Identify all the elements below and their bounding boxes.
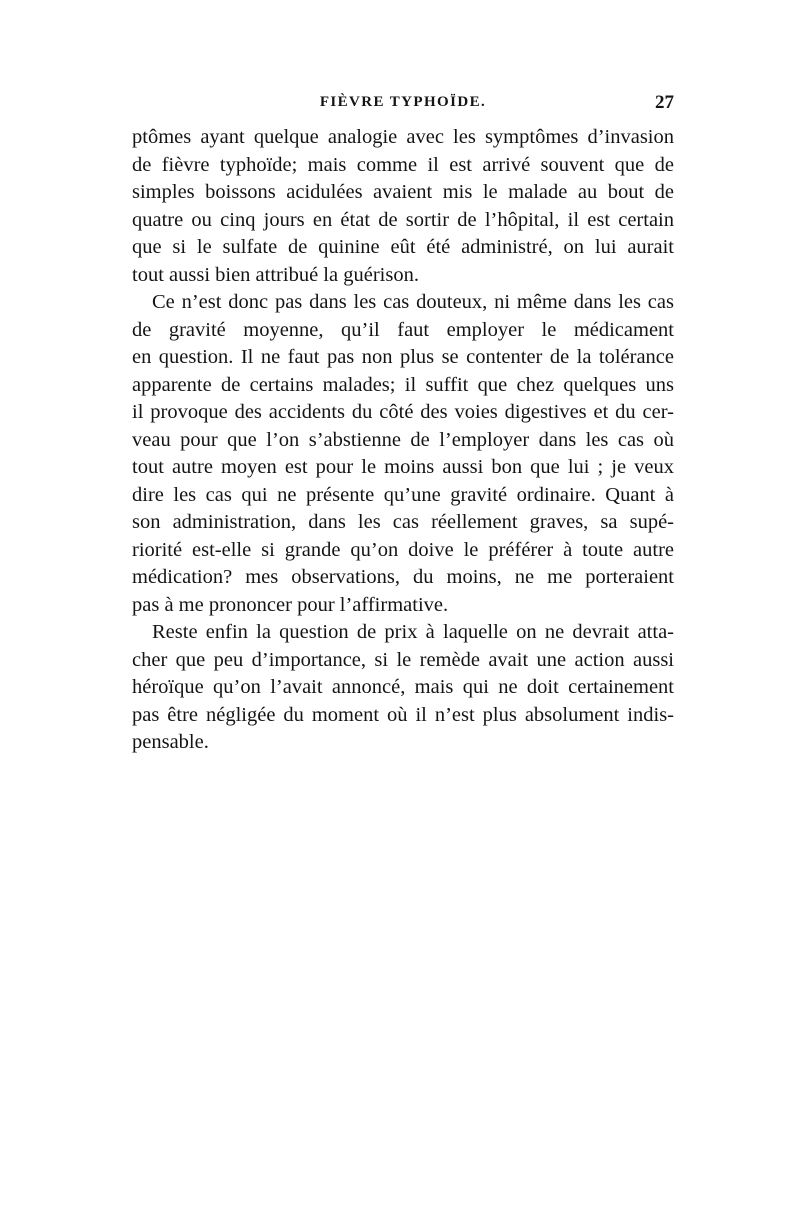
text-line: pas être négligée du moment où il n’est plus absolument indis- <box>132 703 674 726</box>
text-line: médication? mes observations, du moins, ne me porteraient <box>132 566 674 588</box>
text-line: pensable. <box>132 731 209 753</box>
text-line: riorité est-elle si grande qu’on doive le préférer à toute autre <box>132 538 674 561</box>
text-line: veau pour que l’on s’abstienne de l’employer dans les cas où <box>132 428 674 451</box>
text-line: il provoque des accidents du côté des voies digestives et du cer- <box>132 401 674 423</box>
text-line: simples boissons acidulées avaient mis le malade au bout de <box>132 181 674 203</box>
body-text <box>132 124 674 757</box>
text-line: pas à me prononcer pour l’affirmative. <box>132 593 449 616</box>
text-line: quatre ou cinq jours en état de sortir de l’hôpital, il est certain <box>132 208 674 231</box>
text-line: que si le sulfate de quinine eût été administré, on lui aurait <box>132 236 674 258</box>
text-line: Ce n’est donc pas dans les cas douteux, ni même dans les cas <box>152 291 674 313</box>
text-line: tout autre moyen est pour le moins aussi bon que lui ; je veux <box>132 456 674 478</box>
text-line: cher que peu d’importance, si le remède avait une action aussi <box>132 648 674 671</box>
text-line: tout aussi bien attribué la guérison. <box>132 263 419 286</box>
text-line: de fièvre typhoïde; mais comme il est arrivé souvent que de <box>132 153 674 176</box>
text-line: son administration, dans les cas réellement graves, sa supé- <box>132 511 674 533</box>
text-line: dire les cas qui ne présente qu’une gravité ordinaire. Quant à <box>132 483 674 506</box>
text-line: ptômes ayant quelque analogie avec les symptômes d’invasion <box>132 126 674 148</box>
text-line: apparente de certains malades; il suffit que chez quelques uns <box>132 373 674 396</box>
page-number: 27 <box>655 92 674 113</box>
running-head <box>132 94 674 118</box>
text-line: en question. Il ne faut pas non plus se contenter de la tolérance <box>132 346 674 368</box>
text-line: héroïque qu’on l’avait annoncé, mais qui ne doit certainement <box>132 676 674 698</box>
text-line: de gravité moyenne, qu’il faut employer le médicament <box>132 318 674 341</box>
text-line: Reste enfin la question de prix à laquelle on ne devrait atta- <box>152 621 674 643</box>
running-title: FIÈVRE TYPHOÏDE. <box>319 94 487 110</box>
